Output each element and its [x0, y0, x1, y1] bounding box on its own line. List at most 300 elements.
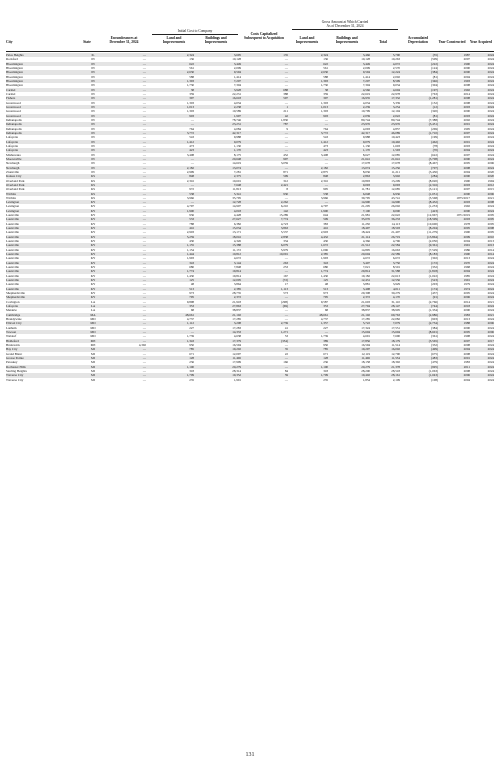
cell-buildings-gross: 9,988: [362, 135, 370, 140]
cell-buildings: 78,746: [232, 117, 241, 122]
cell-accumulated-depreciation: (12): [432, 104, 438, 109]
cell-year-constructed: 2000: [463, 156, 470, 161]
cell-state: IN: [91, 78, 95, 83]
cell-year-acquired: 2024: [487, 156, 494, 161]
cell-costs-capitalized: 871: [283, 169, 288, 174]
cell-state: KY: [90, 282, 96, 287]
cell-land-gross: 397: [323, 96, 328, 101]
cell-year-constructed: 2007: [463, 152, 470, 157]
cell-land-gross: 995: [323, 187, 328, 192]
cell-accumulated-depreciation: (423): [431, 208, 438, 213]
cell-total: 11,211: [391, 169, 400, 174]
cell-buildings: 4,428: [233, 213, 241, 218]
cell-year-constructed: 2005: [463, 161, 470, 166]
cell-land: 1,100: [186, 364, 194, 369]
cell-total: 23,976: [391, 122, 400, 127]
cell-encumbrances: 4,392: [138, 342, 146, 347]
cell-buildings: 7,304: [233, 83, 241, 88]
cell-total: 5,339: [392, 100, 400, 105]
cell-state: MI: [91, 364, 95, 369]
cell-land-gross: 423: [323, 148, 328, 153]
cell-encumbrances: —: [142, 61, 146, 66]
cell-land-gross: 2,182: [320, 165, 328, 170]
cell-year-acquired: 2024: [487, 83, 494, 88]
cell-land: 128: [189, 355, 194, 360]
cell-buildings-gross: 11,406: [361, 355, 370, 360]
cell-total: 15,604: [391, 330, 400, 334]
col-header-encumbrances: Encumbrances at December 31, 2024: [109, 36, 139, 44]
cell-state: KY: [90, 230, 96, 235]
cell-buildings-gross: 7,100: [362, 208, 370, 213]
cell-state: KY: [90, 247, 96, 252]
cell-state: MD: [90, 330, 96, 334]
cell-city: Bloomington: [6, 83, 23, 88]
cell-city: Greenwood: [6, 109, 21, 114]
col-header-buildings: Buildings and Improvements: [204, 36, 228, 44]
cell-costs-capitalized: —: [284, 269, 288, 274]
cell-costs-capitalized: —: [284, 61, 288, 66]
cell-total: 17,678: [391, 161, 400, 166]
cell-year-acquired: 2024: [487, 208, 494, 213]
cell-state: KY: [90, 221, 96, 226]
cell-total: 21,641: [391, 156, 400, 161]
cell-year-acquired: 2024: [487, 269, 494, 274]
cell-buildings: 9,594: [233, 70, 241, 75]
cell-land-gross: 1,993: [320, 256, 328, 261]
cell-state: KS: [90, 182, 96, 187]
cell-city: Zionsville: [6, 169, 19, 174]
cell-city: Shepherdsville: [6, 295, 25, 300]
cell-city: Lexington: [6, 208, 20, 213]
cell-total: 21,378: [391, 364, 400, 369]
cell-year-constructed: 2005: [463, 226, 470, 231]
cell-year-acquired: 2024: [487, 355, 494, 360]
cell-year-constructed: 1986: [463, 247, 470, 252]
cell-land-gross: 1,096: [320, 247, 328, 252]
cell-year-constructed: 1970: [463, 260, 470, 265]
cell-year-constructed: 2000: [463, 191, 470, 196]
cell-year-constructed: 2000: [463, 70, 470, 75]
cell-year-acquired: 2024: [487, 78, 494, 83]
cell-buildings-gross: 21,603: [361, 299, 370, 304]
cell-encumbrances: —: [142, 178, 146, 183]
cell-buildings-gross: 2,372: [362, 295, 370, 300]
cell-state: IN: [91, 83, 95, 88]
cell-land-gross: 1,739: [320, 334, 328, 339]
cell-year-constructed: 2003: [463, 143, 470, 148]
cell-costs-capitalized: —: [284, 78, 288, 83]
cell-total: 9,034: [392, 83, 400, 88]
cell-land-gross: 1,774: [320, 269, 328, 274]
cell-total: 4,072: [392, 61, 400, 66]
cell-land-gross: 2,630: [320, 70, 328, 75]
cell-costs-capitalized: (354): [281, 338, 288, 343]
cell-state: MI: [91, 355, 95, 360]
cell-year-constructed: 2004: [463, 74, 470, 79]
cell-year-constructed: 2013: [463, 317, 470, 322]
cell-buildings: 19,352: [232, 373, 241, 378]
cell-state: IN: [91, 143, 95, 148]
cell-buildings: 12,005: [232, 278, 241, 283]
cell-year-acquired: 2024: [487, 291, 494, 296]
cell-city: Newburgh: [6, 165, 20, 170]
cell-year-acquired: 2024: [487, 109, 494, 114]
cell-costs-capitalized: 6,210: [280, 204, 288, 209]
cell-land-gross: 389: [323, 338, 328, 343]
cell-encumbrances: —: [142, 221, 146, 226]
cell-total: 6,672: [392, 256, 400, 261]
cell-land: 343: [189, 260, 194, 265]
cell-costs-capitalized: 53: [284, 334, 288, 339]
cell-buildings-gross: 19,182: [361, 273, 370, 278]
cell-total: 12,104: [391, 109, 400, 114]
cell-state: MI: [91, 351, 95, 356]
cell-buildings-gross: 39,795: [361, 195, 370, 200]
cell-accumulated-depreciation: (8,467): [428, 161, 438, 166]
cell-land: 1,993: [186, 256, 194, 261]
cell-year-acquired: 2024: [487, 204, 494, 209]
cell-land-gross: —: [324, 330, 328, 334]
cell-buildings: 10,601: [232, 178, 241, 183]
cell-total: 12,790: [391, 351, 400, 356]
cell-total: 5,790: [392, 53, 400, 57]
cell-costs-capitalized: 6,079: [280, 243, 288, 248]
cell-buildings-gross: 27,794: [361, 304, 370, 309]
cell-total: 3,902: [392, 174, 400, 179]
cell-encumbrances: —: [142, 330, 146, 334]
cell-buildings-gross: 2,039: [362, 113, 370, 118]
cell-encumbrances: —: [142, 355, 146, 360]
cell-accumulated-depreciation: (197): [431, 87, 438, 92]
cell-land: 513: [189, 286, 194, 291]
cell-encumbrances: —: [142, 308, 146, 313]
cell-land-gross: 543: [323, 135, 328, 140]
cell-land: 973: [189, 291, 194, 296]
cell-city: Shepherdsville: [6, 291, 25, 296]
cell-buildings-gross: 18,424: [361, 230, 370, 235]
cell-total: 4,011: [392, 286, 400, 291]
cell-costs-capitalized: 388: [283, 91, 288, 96]
cell-city: Lafayette: [6, 139, 19, 144]
cell-year-constructed: 1975/2017: [456, 195, 470, 200]
cell-buildings: 1,997: [233, 113, 241, 118]
cell-encumbrances: —: [142, 360, 146, 365]
cell-buildings: 11,813: [232, 187, 241, 192]
cell-accumulated-depreciation: (2,986): [428, 312, 438, 317]
cell-state: IN: [91, 161, 95, 166]
cell-city: Grand Blanc: [6, 351, 23, 356]
cell-total: 9,093: [392, 182, 400, 187]
cell-year-acquired: 2024: [487, 373, 494, 378]
cell-buildings: 9,988: [233, 135, 241, 140]
cell-buildings: 15,034: [232, 226, 241, 231]
cell-land: 1,112: [186, 321, 194, 326]
cell-year-constructed: 1990: [463, 252, 470, 257]
cell-buildings-gross: 11,781: [361, 187, 370, 192]
cell-buildings: 2,375: [233, 174, 241, 179]
cell-buildings: 14,333: [232, 330, 241, 334]
cell-encumbrances: —: [142, 377, 146, 382]
cell-city: Fishers: [6, 96, 16, 101]
cell-buildings: 14,907: [232, 204, 241, 209]
cell-total: 8,501: [392, 265, 400, 270]
cell-land: 1,412: [186, 139, 194, 144]
cell-city: Cambridge: [6, 312, 21, 317]
cell-accumulated-depreciation: (8,432): [428, 200, 438, 205]
cell-year-acquired: 2024: [487, 273, 494, 278]
col-header-total: Total: [379, 40, 387, 44]
cell-buildings: 2,372: [233, 295, 241, 300]
cell-year-constructed: 1991: [463, 243, 470, 248]
cell-buildings-gross: 38,837: [361, 308, 370, 313]
cell-state: KY: [90, 217, 96, 222]
cell-year-constructed: 2000: [463, 109, 470, 114]
cell-accumulated-depreciation: (509): [431, 57, 438, 62]
cell-city: Bloomington: [6, 74, 23, 79]
cell-encumbrances: —: [142, 286, 146, 291]
cell-state: IN: [91, 104, 95, 109]
cell-state: MI: [91, 360, 95, 365]
cell-land: 533: [189, 217, 194, 222]
cell-year-constructed: 1991: [463, 278, 470, 283]
cell-year-acquired: 2006: [487, 321, 494, 326]
cell-costs-capitalized: —: [284, 355, 288, 360]
cell-year-constructed: 2001: [463, 139, 470, 144]
cell-accumulated-depreciation: (384): [431, 325, 438, 330]
cell-buildings-gross: 21,102: [361, 312, 370, 317]
cell-accumulated-depreciation: (70): [432, 148, 438, 153]
cell-state: KY: [90, 291, 96, 296]
cell-costs-capitalized: 452: [283, 152, 288, 157]
cell-city: Newburgh: [6, 161, 20, 166]
cell-year-acquired: 2006: [487, 191, 494, 196]
cell-encumbrances: —: [142, 83, 146, 88]
cell-city: Wichita: [6, 191, 16, 196]
cell-total: 16,663: [391, 247, 400, 252]
cell-accumulated-depreciation: (2,734): [428, 321, 438, 326]
cell-state: KS: [90, 174, 96, 179]
cell-year-acquired: 2024: [487, 91, 494, 96]
cell-buildings: 11,172: [232, 247, 241, 252]
cell-costs-capitalized: 9: [286, 126, 288, 131]
cell-state: IN: [91, 74, 95, 79]
cell-total: 13,209: [391, 178, 400, 183]
cell-total: 12,556: [391, 278, 400, 283]
cell-year-acquired: 2024: [487, 104, 494, 109]
cell-accumulated-depreciation: (81): [432, 74, 438, 79]
cell-encumbrances: —: [142, 265, 146, 270]
cell-costs-capitalized: 312: [283, 178, 288, 183]
cell-state: LA: [90, 299, 96, 304]
cell-buildings: 13,074: [232, 165, 241, 170]
cell-costs-capitalized: —: [284, 148, 288, 153]
cell-encumbrances: —: [142, 256, 146, 261]
cell-total: 26,719: [391, 234, 400, 239]
cell-year-acquired: 2024: [487, 117, 494, 122]
cell-land-gross: 1,900: [320, 208, 328, 213]
cell-costs-capitalized: 7,774: [280, 217, 288, 222]
cell-total: 17,551: [391, 325, 400, 330]
cell-state: MD: [90, 321, 96, 326]
cell-land: 5,259: [186, 234, 194, 239]
cell-state: KY: [90, 239, 96, 244]
cell-land: 68: [190, 308, 194, 313]
cell-city: Bloomington: [6, 70, 23, 75]
cell-encumbrances: —: [142, 299, 146, 304]
cell-costs-capitalized: 930: [283, 191, 288, 196]
cell-land-gross: 1,303: [320, 100, 328, 105]
cell-year-acquired: 2024: [487, 265, 494, 270]
cell-land: 48,661: [185, 312, 194, 317]
cell-year-constructed: 2006: [463, 373, 470, 378]
cell-buildings: 38,837: [232, 308, 241, 313]
cell-total: 69,763: [391, 312, 400, 317]
cell-land: 936: [189, 213, 194, 218]
cell-buildings: 1,991: [233, 377, 241, 382]
cell-land: 2,903: [186, 230, 194, 235]
cell-accumulated-depreciation: (523): [431, 278, 438, 283]
cell-costs-capitalized: 41: [284, 325, 288, 330]
cell-buildings-gross: 8,036: [362, 169, 370, 174]
cell-city: Mishawaka: [6, 152, 21, 157]
cell-land: 235: [189, 377, 194, 382]
cell-city: Louisville: [6, 260, 19, 265]
cell-accumulated-depreciation: (1,334): [428, 308, 438, 313]
cell-encumbrances: —: [142, 109, 146, 114]
cell-accumulated-depreciation: (1,710): [428, 130, 438, 135]
cell-year-acquired: 2020: [487, 174, 494, 179]
cell-encumbrances: —: [142, 230, 146, 235]
cell-encumbrances: —: [142, 243, 146, 248]
cell-land-gross: 68: [324, 308, 328, 313]
cell-accumulated-depreciation: (675): [431, 351, 438, 356]
cell-state: KY: [90, 265, 96, 270]
cell-land: 1,013: [186, 104, 194, 109]
cell-land-gross: —: [324, 156, 328, 161]
cell-total: 18,503: [391, 226, 400, 231]
cell-land-gross: 128: [323, 355, 328, 360]
header-bottom-rule: [6, 51, 494, 52]
cell-accumulated-depreciation: (7,388): [428, 117, 438, 122]
cell-land: 1,444: [186, 252, 194, 257]
cell-year-constructed: 1990: [463, 178, 470, 183]
cell-buildings: 19,814: [232, 273, 241, 278]
cell-city: Grosse Pointe: [6, 355, 24, 360]
cell-buildings: 10,589: [232, 109, 241, 114]
cell-year-constructed: 1990: [463, 61, 470, 66]
cell-buildings-gross: 3,449: [362, 61, 370, 66]
cell-buildings: 2,238: [233, 104, 241, 109]
cell-land: 1,730: [186, 83, 194, 88]
cell-city: Louisville: [6, 230, 19, 235]
cell-year-constructed: 2014: [463, 91, 470, 96]
cell-year-acquired: 2024: [487, 278, 494, 283]
cell-land: 125: [189, 278, 194, 283]
cell-year-acquired: 2024: [487, 308, 494, 313]
cell-accumulated-depreciation: (172): [431, 260, 438, 265]
cell-year-acquired: 2021: [487, 299, 494, 304]
cell-land-gross: 4,797: [320, 204, 328, 209]
cell-accumulated-depreciation: (437): [431, 291, 438, 296]
cell-encumbrances: —: [142, 291, 146, 296]
col-header-accumulated-depreciation: Accumulated Depreciation: [407, 36, 429, 44]
cell-year-acquired: 2024: [487, 130, 494, 135]
cell-encumbrances: —: [142, 325, 146, 330]
cell-accumulated-depreciation: (152): [431, 100, 438, 105]
cell-year-constructed: 1987: [463, 53, 470, 57]
cell-state: MI: [91, 368, 95, 373]
cell-year-constructed: 2007: [463, 57, 470, 62]
cell-land: 950: [189, 342, 194, 347]
cell-buildings: 4,018: [233, 208, 241, 213]
cell-costs-capitalized: 4,723: [280, 221, 288, 226]
cell-encumbrances: —: [142, 74, 146, 79]
cell-city: Towson: [6, 330, 17, 334]
cell-year-constructed: 2013: [463, 256, 470, 261]
cell-costs-capitalized: —: [284, 317, 288, 322]
cell-encumbrances: —: [142, 117, 146, 122]
cell-state: MI: [91, 347, 95, 352]
cell-year-constructed: 1998: [463, 334, 470, 339]
cell-state: IN: [91, 122, 95, 127]
cell-accumulated-depreciation: (13,864): [427, 234, 438, 239]
col-header-land: Land and Improvements: [162, 36, 186, 44]
cell-year-acquired: 2006: [487, 330, 494, 334]
cell-year-acquired: 2024: [487, 282, 494, 287]
cell-year-acquired: 2017: [487, 338, 494, 343]
cell-encumbrances: —: [142, 312, 146, 317]
cell-costs-capitalized: 35: [284, 347, 288, 352]
cell-total: 10,492: [391, 139, 400, 144]
cell-buildings-gross: 17,678: [361, 161, 370, 166]
cell-buildings: 20,279: [232, 364, 241, 369]
cell-year-acquired: 2005: [487, 217, 494, 222]
cell-buildings: 3,449: [233, 61, 241, 66]
cell-year-acquired: 2024: [487, 334, 494, 339]
cell-buildings: 9,079: [233, 139, 241, 144]
cell-city: Traverse City: [6, 377, 24, 382]
cell-buildings-gross: 2,863: [362, 174, 370, 179]
cell-total: 10,263: [391, 57, 400, 62]
cell-city: Lafayette: [6, 304, 19, 309]
cell-accumulated-depreciation: (302): [431, 256, 438, 261]
cell-costs-capitalized: 84: [284, 368, 288, 373]
cell-accumulated-depreciation: (2,766): [428, 299, 438, 304]
cell-accumulated-depreciation: (763): [431, 91, 438, 96]
cell-state: LA: [90, 304, 96, 309]
cell-total: 10,423: [391, 135, 400, 140]
cell-encumbrances: —: [142, 165, 146, 170]
cell-buildings-gross: 2,239: [362, 104, 370, 109]
cell-buildings: 17,285: [232, 317, 241, 322]
cell-land-gross: 3,408: [320, 152, 328, 157]
cell-accumulated-depreciation: (91): [432, 295, 438, 300]
cell-year-constructed: 2000: [463, 65, 470, 70]
cell-buildings-gross: 11,230: [361, 221, 370, 226]
cell-buildings: 2,009: [233, 65, 241, 70]
cell-costs-capitalized: (298): [281, 299, 288, 304]
cell-total: 46,089: [391, 130, 400, 135]
group-header-gross-amount: Gross Amount at Which Carried: [321, 20, 369, 24]
cell-buildings-gross: 29,814: [361, 269, 370, 274]
cell-costs-capitalized: —: [284, 139, 288, 144]
cell-buildings-gross: 12,431: [361, 278, 370, 283]
cell-state: KY: [90, 295, 96, 300]
cell-buildings: 7,648: [233, 182, 241, 187]
cell-year-acquired: 2015: [487, 187, 494, 192]
cell-accumulated-depreciation: (346): [431, 78, 438, 83]
cell-land-gross: 2,324: [320, 53, 328, 57]
